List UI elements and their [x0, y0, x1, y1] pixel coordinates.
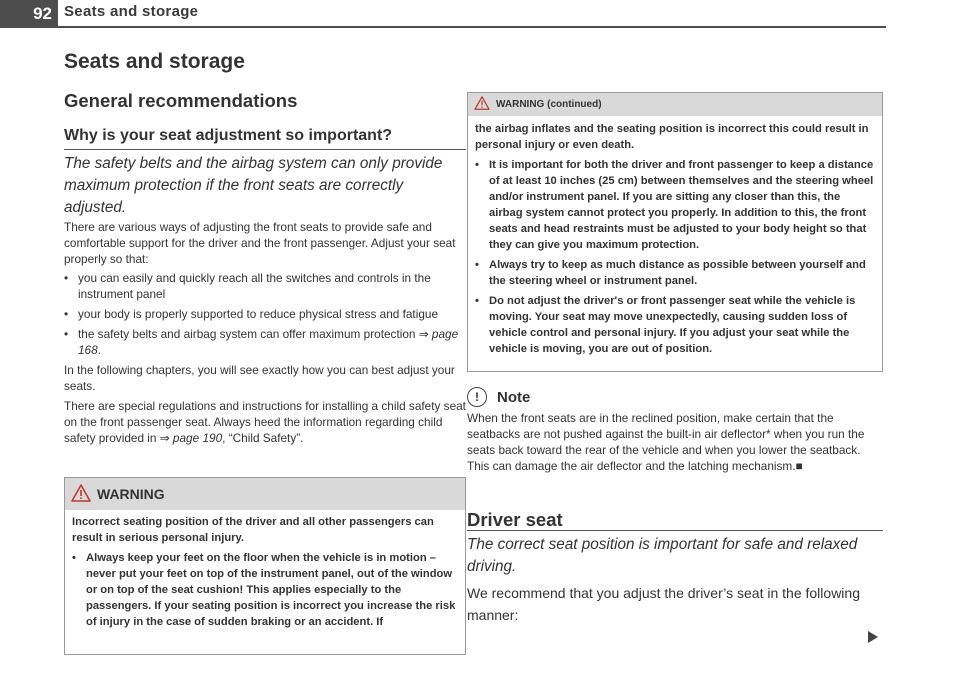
- running-header: Seats and storage: [64, 3, 199, 20]
- warning-label: WARNING (continued): [496, 99, 602, 110]
- note-exclamation-icon: !: [467, 387, 487, 407]
- intro-text: The safety belts and the airbag system can only provide maximum protection if the front seats are correctly adjusted.: [64, 155, 443, 216]
- list-item: [64, 326, 466, 358]
- paragraph-tail: , “Child Safety”.: [222, 431, 304, 445]
- chapter-title: Seats and storage: [64, 50, 245, 73]
- warning-list-item-text: Do not adjust the driver's or front passenger seat while the vehicle is moving. Your seat may move unexpectedly, causing sudden loss of vehicle control and personal injury. If you adjust your seat while the vehicle is moving, you are out of position.: [489, 295, 856, 355]
- note-label: Note: [497, 388, 531, 406]
- period: .: [97, 343, 101, 357]
- note-text: When the front seats are in the reclined position, make certain that the seatbacks are not pushed against the built-in air deflector* when you run the seats back toward the rear of the vehicle and when you lower the seatback. This can damage the air deflector and the latching mechanism.: [467, 411, 865, 473]
- warning-label: WARNING: [97, 486, 165, 502]
- body-text: [64, 219, 466, 449]
- note-body: [467, 410, 883, 474]
- bullet: •: [475, 295, 479, 307]
- warning-triangle-icon: [71, 484, 91, 505]
- warning-box: [64, 477, 466, 655]
- bullet: •: [475, 259, 479, 271]
- warning-list-item-text: Always try to keep as much distance as possible between yourself and the steering wheel or instrument panel.: [489, 259, 866, 287]
- header-rule: [0, 26, 886, 28]
- bullet: •: [72, 552, 76, 564]
- warning-list-item: [475, 293, 876, 357]
- warning-list-item: [475, 157, 876, 253]
- page-number: 92: [0, 0, 58, 27]
- warning-body: [65, 510, 465, 634]
- driver-intro-text: The correct seat position is important for safe and relaxed driving.: [467, 536, 858, 575]
- heading-rule: [64, 149, 466, 150]
- list-item: [64, 270, 466, 302]
- warning-list-item-text: Always keep your feet on the floor when the vehicle is in motion – never put your feet on top of the instrument panel, out of the window or on top of the seat cushion! This applies especially to the passengers. If your seating position is incorrect you increase the risk of injury in the case of sudden braking or an accident. If: [86, 552, 456, 628]
- note-header: [467, 387, 530, 407]
- warning-triangle-icon: [474, 96, 490, 113]
- bullet: •: [475, 159, 479, 171]
- warning-header: [468, 93, 882, 116]
- end-mark: ■: [795, 459, 803, 473]
- subsection-heading: Why is your seat adjustment so important?: [64, 127, 393, 144]
- page-reference-link[interactable]: page 190: [172, 431, 223, 445]
- ref-arrow: ⇒: [418, 327, 429, 341]
- list-item-text: your body is properly supported to reduce physical stress and fatigue: [78, 307, 439, 321]
- list-item: [64, 306, 466, 322]
- bullet: •: [64, 307, 69, 321]
- heading-rule: [467, 530, 883, 531]
- list-item-text-main: the safety belts and airbag system can offer maximum protection: [78, 327, 416, 341]
- warning-paragraph: Incorrect seating position of the driver and all other passengers can result in serious personal injury.: [72, 516, 434, 544]
- bullet: •: [64, 271, 69, 285]
- page-reference-link[interactable]: page 168: [78, 327, 459, 357]
- warning-body: [468, 116, 882, 361]
- warning-list-item-text: It is important for both the driver and front passenger to keep a distance of at least 10 inches (25 cm) between themselves and the steering wheel and/or instrument panel. If you are sitting any closer than this, the airbag system cannot protect you properly. In addition to this, the front seats and head restraints must be adjusted to your body height so that they can give you maximum protection.: [489, 159, 874, 251]
- list-item-text: [78, 326, 466, 358]
- warning-list-item: [475, 257, 876, 289]
- section-heading-driver-seat: Driver seat: [467, 509, 563, 530]
- continue-arrow-icon: [867, 630, 879, 649]
- paragraph: There are various ways of adjusting the front seats to provide safe and comfortable support for the driver and the front passenger. Adjust your seat properly so that:: [64, 220, 456, 266]
- ref-arrow: ⇒: [159, 431, 170, 445]
- section-heading: General recommendations: [64, 90, 298, 111]
- paragraph-text: There are special regulations and instructions for installing a child safety seat on the front passenger seat. Always heed the information regarding child safety provided in: [64, 399, 466, 445]
- warning-paragraph: the airbag inflates and the seating position is incorrect this could result in personal injury or even death.: [475, 123, 869, 151]
- paragraph: In the following chapters, you will see exactly how you can best adjust your seats.: [64, 363, 455, 393]
- bullet: •: [64, 327, 69, 341]
- paragraph: [64, 398, 466, 446]
- warning-list-item: [72, 550, 459, 630]
- warning-header: [65, 478, 465, 510]
- driver-body-text: We recommend that you adjust the driver’s seat in the following manner:: [467, 585, 860, 623]
- list-item-text: you can easily and quickly reach all the switches and controls in the instrument panel: [78, 271, 431, 301]
- warning-box-continued: [467, 92, 883, 372]
